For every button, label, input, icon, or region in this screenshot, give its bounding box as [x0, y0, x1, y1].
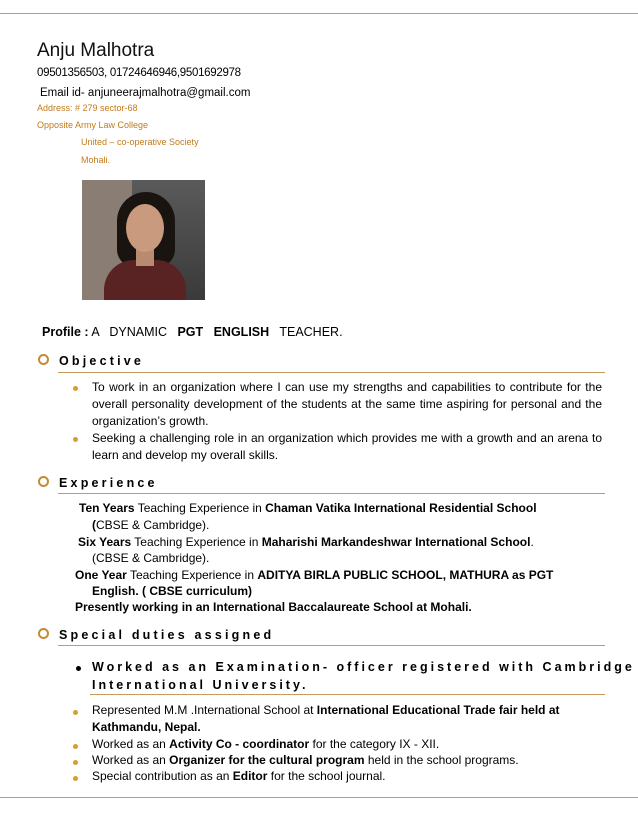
duty-item: Worked as an Activity Co - coordinator for the category IX - XII.	[92, 737, 440, 751]
bullet-icon	[73, 776, 78, 781]
phone-numbers: 09501356503, 01724646946,9501692978	[37, 67, 241, 79]
section-ring-icon	[38, 354, 49, 365]
examiner-line: International University.	[92, 678, 309, 692]
experience-line: Ten Years Teaching Experience in Chaman Vatika International Residential School	[79, 501, 537, 515]
experience-line: One Year Teaching Experience in ADITYA BIRLA PUBLIC SCHOOL, MATHURA as PGT	[75, 568, 554, 582]
section-title-experience: Experience	[59, 476, 158, 490]
bullet-icon	[73, 437, 78, 442]
section-ring-icon	[38, 628, 49, 639]
examiner-line: Worked as an Examination- officer registered with Cambridge	[92, 660, 635, 674]
address-line: Mohali.	[81, 155, 111, 165]
email-address: Email id- anjuneerajmalhotra@gmail.com	[40, 87, 251, 99]
section-rule	[58, 372, 605, 373]
experience-line: Presently working in an International Baccalaureate School at Mohali.	[75, 600, 472, 614]
experience-line: English. ( CBSE curriculum)	[92, 584, 253, 598]
section-title-duties: Special duties assigned	[59, 628, 275, 642]
address-line: United – co-operative Society	[81, 137, 199, 147]
bullet-icon	[76, 666, 81, 671]
duty-item: Kathmandu, Nepal.	[92, 720, 201, 734]
top-rule	[0, 13, 638, 14]
experience-line: (CBSE & Cambridge).	[92, 551, 210, 565]
duty-item: Worked as an Organizer for the cultural program held in the school programs.	[92, 753, 519, 767]
duty-item: Special contribution as an Editor for the school journal.	[92, 769, 386, 783]
objective-item: Seeking a challenging role in an organization which provides me with a growth and an arena to learn and develop my overall skills.	[92, 431, 602, 462]
bottom-rule	[0, 797, 638, 798]
bullet-icon	[73, 744, 78, 749]
address-line: Opposite Army Law College	[37, 120, 149, 130]
bullet-icon	[73, 386, 78, 391]
candidate-name: Anju Malhotra	[37, 40, 155, 61]
experience-line: (CBSE & Cambridge).	[92, 518, 210, 532]
profile-photo	[82, 180, 205, 300]
section-rule	[58, 493, 605, 494]
bullet-icon	[73, 710, 78, 715]
duty-item: Represented M.M .International School at International Educational Trade fair held at	[92, 703, 560, 717]
objective-item: To work in an organization where I can use my strengths and capabilities to contribute for the overall personality development of the students at the same time aspiring for personal and the organization’s growth.	[92, 380, 602, 428]
experience-line: Six Years Teaching Experience in Maharishi Markandeshwar International School.	[78, 535, 534, 549]
address-line: Address: # 279 sector-68	[37, 103, 138, 113]
section-rule	[90, 694, 605, 695]
bullet-icon	[73, 760, 78, 765]
section-ring-icon	[38, 476, 49, 487]
profile-line: Profile : A DYNAMIC PGT ENGLISH TEACHER.	[42, 325, 343, 339]
section-rule	[58, 645, 605, 646]
section-title-objective: Objective	[59, 354, 145, 368]
